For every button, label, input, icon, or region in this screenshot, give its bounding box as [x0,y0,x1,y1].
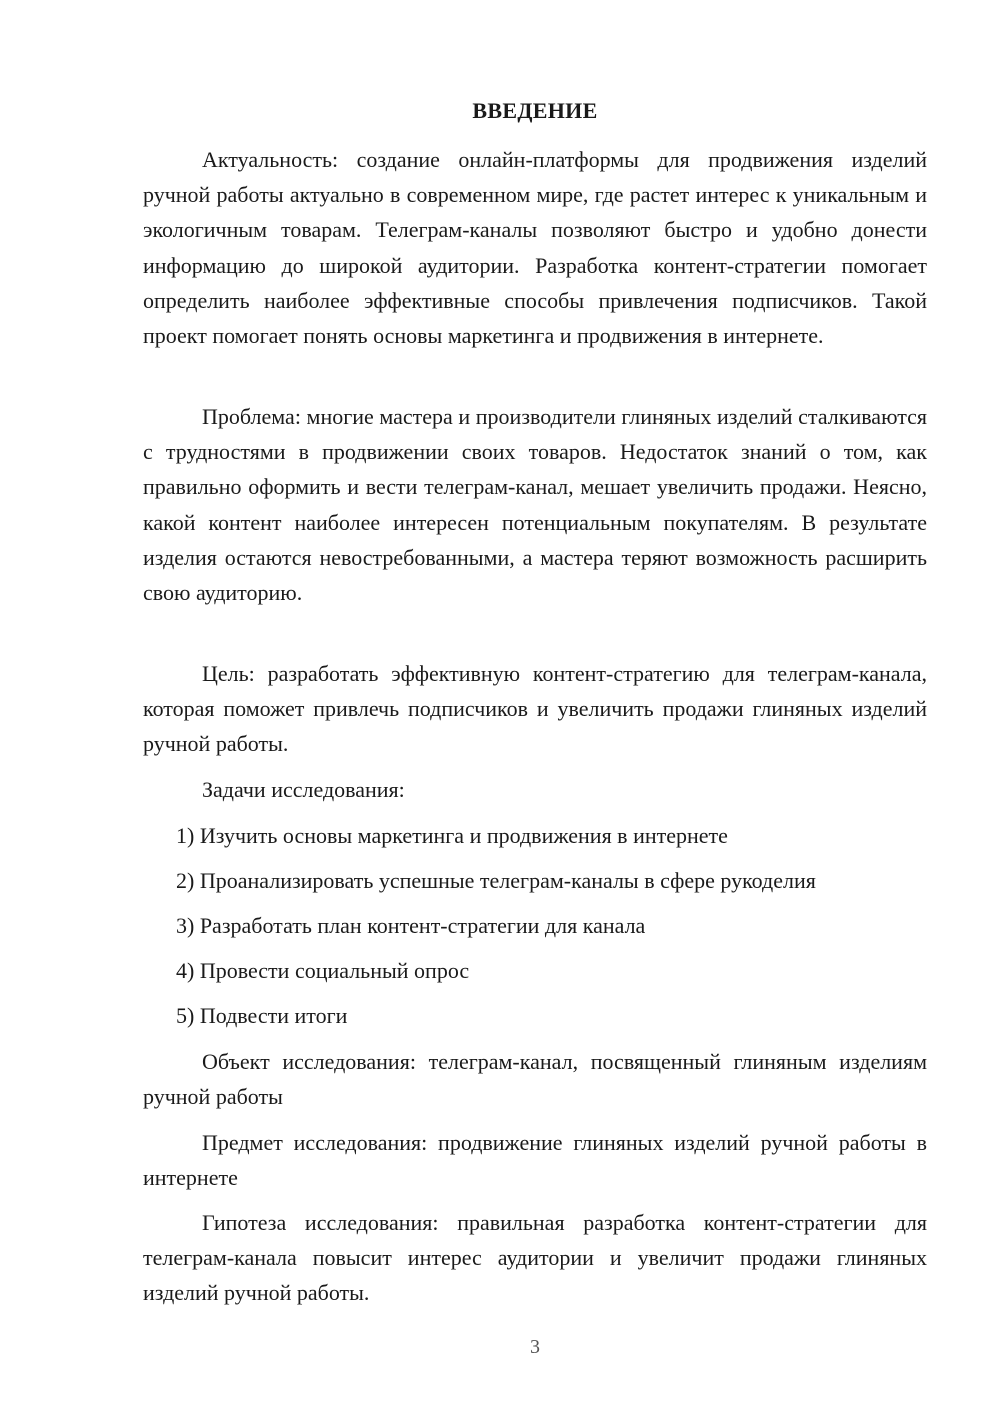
relevance-paragraph: Актуальность: создание онлайн-платформы для продвижения изделий ручной работы актуально в современном мире, где растет интерес к уникальным и экологичным товарам. Телеграм-каналы позволяют быстро и удобно донести информацию до широкой аудитории. Разработка контент-стратегии помогает определить наиболее эффективные способы привлечения подписчиков. Такой проект помогает понять основы маркетинга и продвижения в интернете. [143,147,927,349]
section-heading: ВВЕДЕНИЕ [472,98,598,123]
problem-paragraph: Проблема: многие мастера и производители глиняных изделий сталкиваются с трудностями в продвижении своих товаров. Недостаток знаний о том, как правильно оформить и вести телеграм-канал, мешает увеличить продажи. Неясно, какой контент наиболее интересен потенциальным покупателям. В результате изделия остаются невостребованными, а мастера теряют возможность расширить свою аудиторию. [143,404,927,606]
object-paragraph: Объект исследования: телеграм-канал, посвященный глиняным изделиям ручной работы [143,1049,927,1110]
hypothesis-paragraph: Гипотеза исследования: правильная разработка контент-стратегии для телеграм-канала повысит интерес аудитории и увеличит продажи глиняных изделий ручной работы. [143,1210,927,1306]
subject-paragraph: Предмет исследования: продвижение глиняных изделий ручной работы в интернете [143,1130,927,1191]
task-item-3: 3) Разработать план контент-стратегии для канала [176,913,646,938]
goal-paragraph: Цель: разработать эффективную контент-стратегию для телеграм-канала, которая поможет привлечь подписчиков и увеличить продажи глиняных изделий ручной работы. [143,661,927,757]
task-item-5: 5) Подвести итоги [176,1003,348,1028]
task-item-4: 4) Провести социальный опрос [176,958,470,983]
tasks-title: Задачи исследования: [202,777,405,802]
task-item-1: 1) Изучить основы маркетинга и продвижения в интернете [176,823,728,848]
page-number: 3 [530,1336,540,1358]
task-item-2: 2) Проанализировать успешные телеграм-каналы в сфере рукоделия [176,868,816,893]
